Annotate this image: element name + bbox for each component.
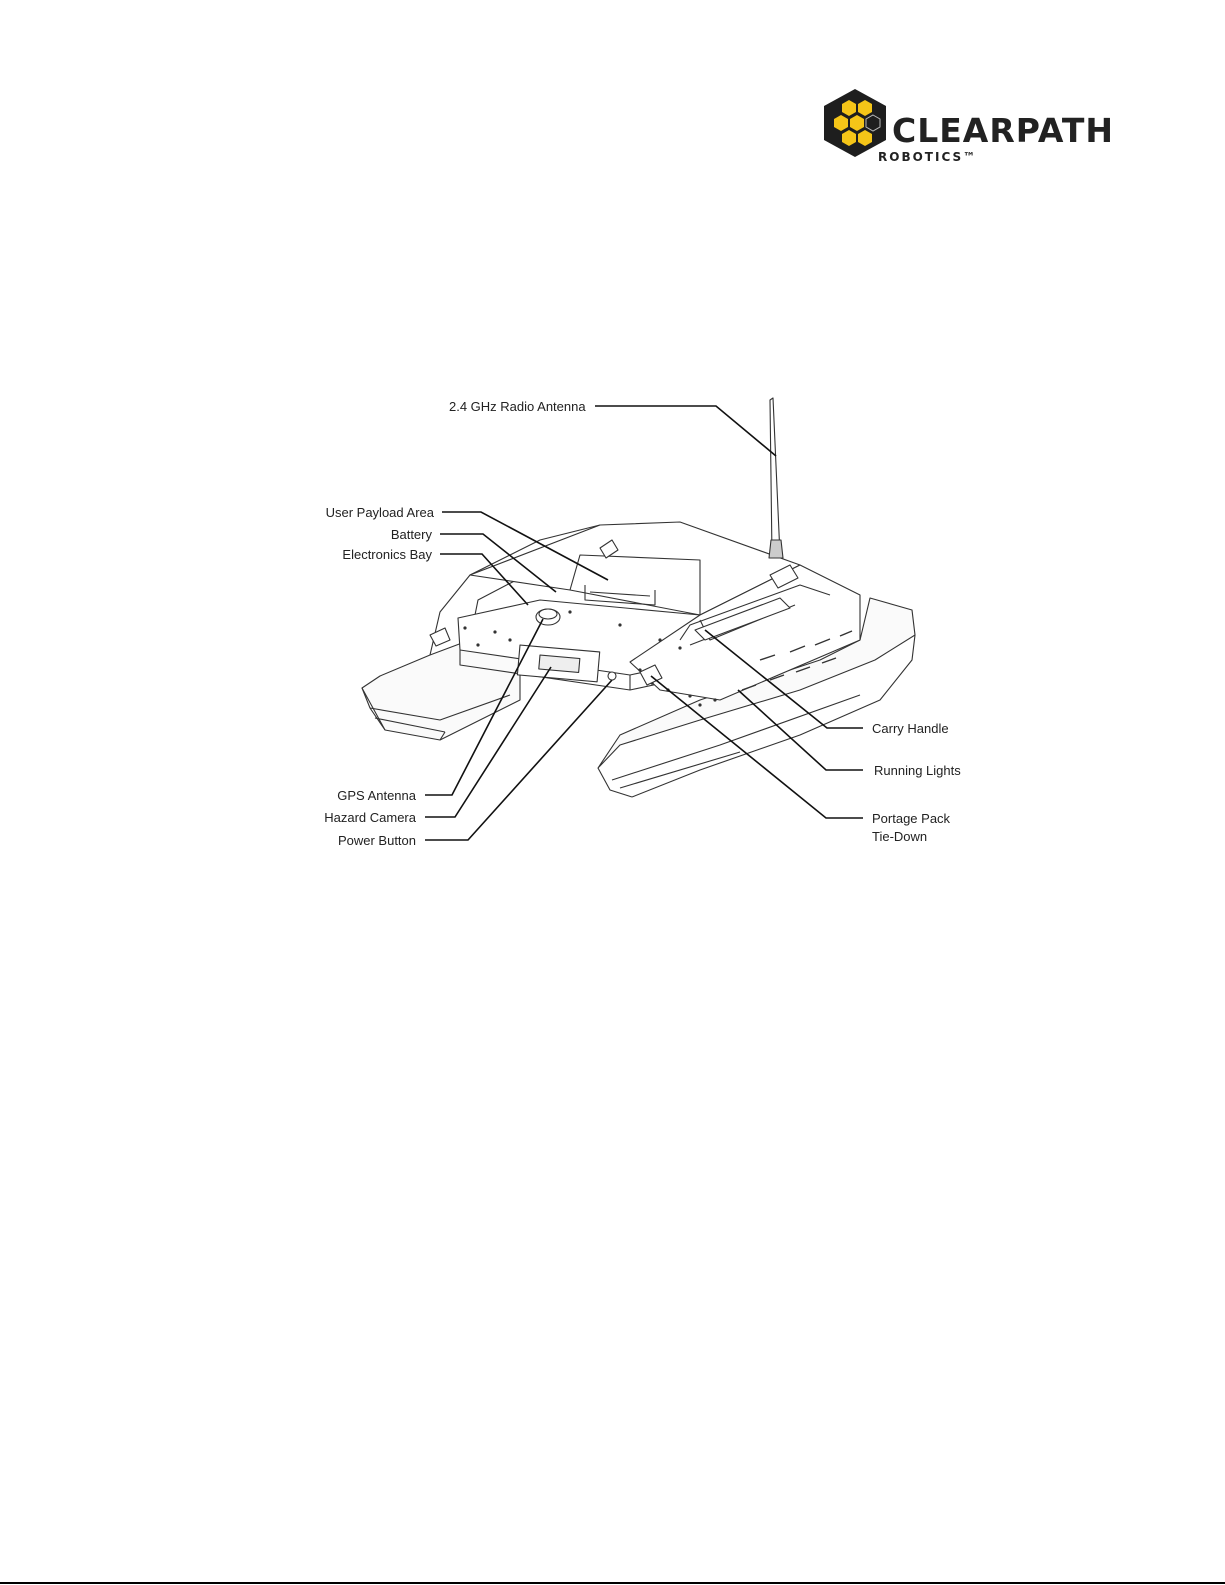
label-hazard-camera: Hazard Camera xyxy=(324,810,416,825)
label-antenna: 2.4 GHz Radio Antenna xyxy=(449,399,586,414)
label-running-lights: Running Lights xyxy=(874,763,961,778)
label-gps: GPS Antenna xyxy=(337,788,416,803)
label-power-button: Power Button xyxy=(337,833,416,848)
label-carry-handle: Carry Handle xyxy=(872,721,949,736)
leader-antenna xyxy=(595,406,776,456)
label-electronics: Electronics Bay xyxy=(342,547,432,562)
footer-rule xyxy=(0,1582,1225,1584)
label-portage-line1: Portage Pack xyxy=(872,811,951,826)
logo-subtitle: ROBOTICS™ xyxy=(878,150,978,164)
usv-hull-drawing xyxy=(362,398,915,797)
logo-wordmark: CLEARPATH xyxy=(892,111,1115,150)
label-battery: Battery xyxy=(390,527,432,542)
label-portage-line2: Tie-Down xyxy=(872,829,928,844)
label-payload: User Payload Area xyxy=(325,505,434,520)
